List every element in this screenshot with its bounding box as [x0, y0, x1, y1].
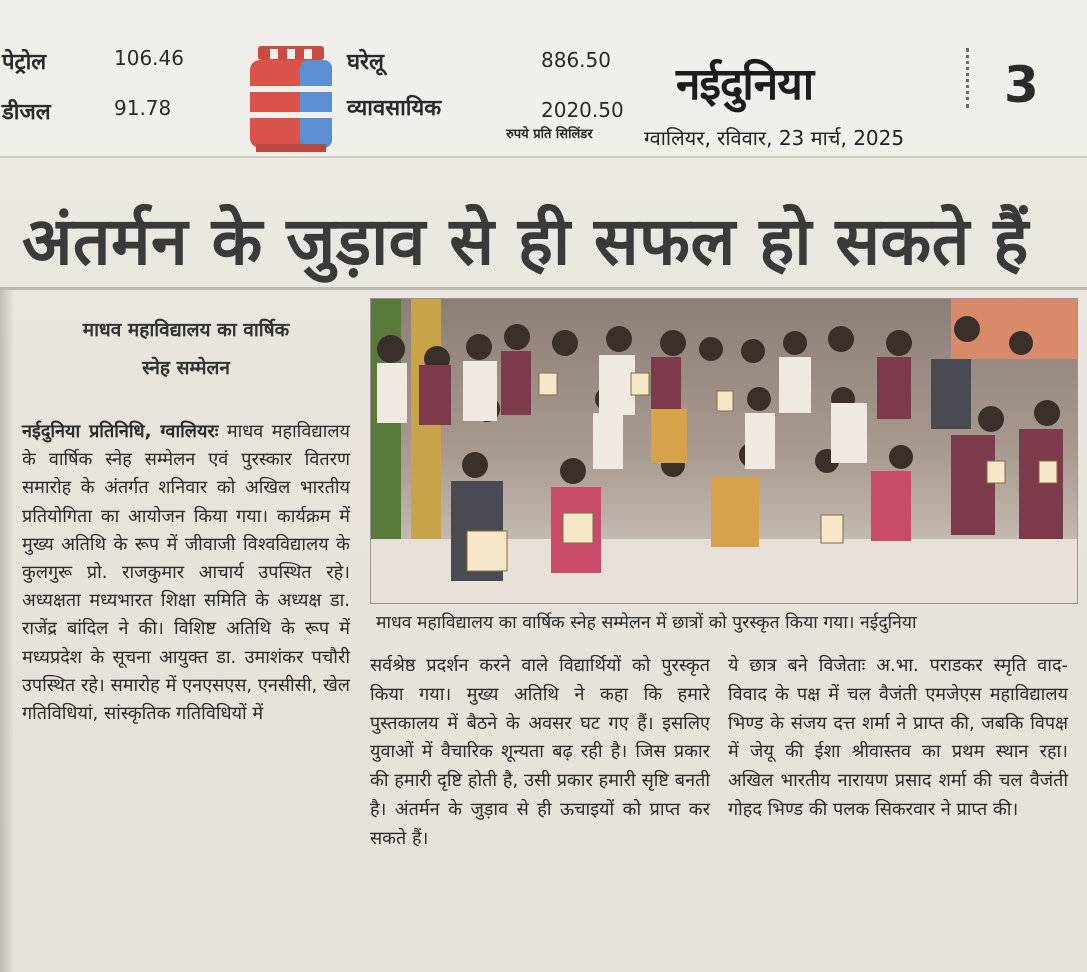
article-subhead-line: स्नेह सम्मेलन: [142, 357, 230, 379]
page-number: 3: [1004, 56, 1039, 114]
masthead-strip: [0, 0, 1087, 158]
photo-caption: माधव महाविद्यालय का वार्षिक स्नेह सम्मेलन में छात्रों को पुरस्कृत किया गया। नईदुनिया: [376, 613, 917, 633]
lpg-price-unit: रुपये प्रति सिलिंडर: [506, 127, 593, 142]
article-subhead-line: माधव महाविद्यालय का वार्षिक: [82, 319, 290, 341]
article-column-right: ये छात्र बने विजेताः अ.भा. पराडकर स्मृति वाद-विवाद के पक्ष में चल वैजंती एमजेएस महाविद्यालय भिण्ड के संजय दत्त शर्मा ने प्राप्त की, जबकि विपक्ष में जेयू की ईशा श्रीवास्तव का प्रथम स्थान रहा। अखिल भारतीय नारायण प्रसाद शर्मा की चल वैजंती गोहद भिण्ड की पलक सिकरवार ने प्राप्त की।: [728, 655, 1068, 820]
group-photo-image: [371, 299, 1078, 604]
lpg-commercial-price: 2020.50: [541, 98, 624, 122]
fuel-label: पेट्रोल: [2, 50, 47, 75]
dateline: ग्वालियर, रविवार, 23 मार्च, 2025: [644, 126, 905, 150]
page-fold-shadow: [0, 290, 14, 972]
newspaper-logo: नईदुनिया: [676, 59, 814, 110]
headline-rule: [0, 287, 1087, 290]
lpg-commercial-label: व्यावसायिक: [347, 96, 442, 121]
fuel-price: 106.46: [114, 46, 184, 70]
fuel-price: 91.78: [114, 96, 172, 120]
award-ceremony-photo: [370, 298, 1078, 604]
lpg-domestic-label: घरेलू: [347, 50, 384, 75]
article-column-left: [22, 418, 350, 728]
lpg-domestic-price: 886.50: [541, 48, 611, 72]
article-headline: अंतर्मन के जुड़ाव से ही सफल हो सकते हैं: [22, 203, 1029, 280]
article-body-text: माधव महाविद्यालय के वार्षिक स्नेह सम्मेलन एवं पुरस्कार वितरण समारोह के अंतर्गत शनिवार को अखिल भारतीय प्रतियोगिता का आयोजन किया गया। कार्यक्रम में मुख्य अतिथि के रूप में जीवाजी विश्वविद्यालय के कुलगुरू प्रो. राजकुमार आचार्य उपस्थित रहे। अध्यक्षता मध्यभारत शिक्षा समिति के अध्यक्ष डा. राजेंद्र बांदिल ने की। विशिष्ट अतिथि के रूप में मध्यप्रदेश के सूचना आयुक्त डा. उमाशंकर पचौरी उपस्थित रहे। समारोह में एनएसएस, एनसीसी, खेल गतिविधियां, सांस्कृतिक गतिविधियों में: [22, 421, 350, 725]
gas-cylinder-icon: [248, 46, 334, 152]
dotted-divider: [966, 48, 970, 108]
fuel-label: डीजल: [2, 100, 51, 125]
article-column-middle: सर्वश्रेष्ठ प्रदर्शन करने वाले विद्यार्थियों को पुरस्कृत किया गया। मुख्य अतिथि ने कहा कि हमारे पुस्तकालय में बैठने के अवसर घट गए हैं। इसलिए युवाओं में वैचारिक शून्यता बढ़ रही है। जिस प्रकार की हमारी दृष्टि होती है, उसी प्रकार हमारी सृष्टि बनती है। अंतर्मन के जुड़ाव से ही ऊचाइयों को प्राप्त कर सकते हैं।: [370, 655, 710, 849]
byline: नईदुनिया प्रतिनिधि, ग्वालियरः: [22, 421, 219, 442]
